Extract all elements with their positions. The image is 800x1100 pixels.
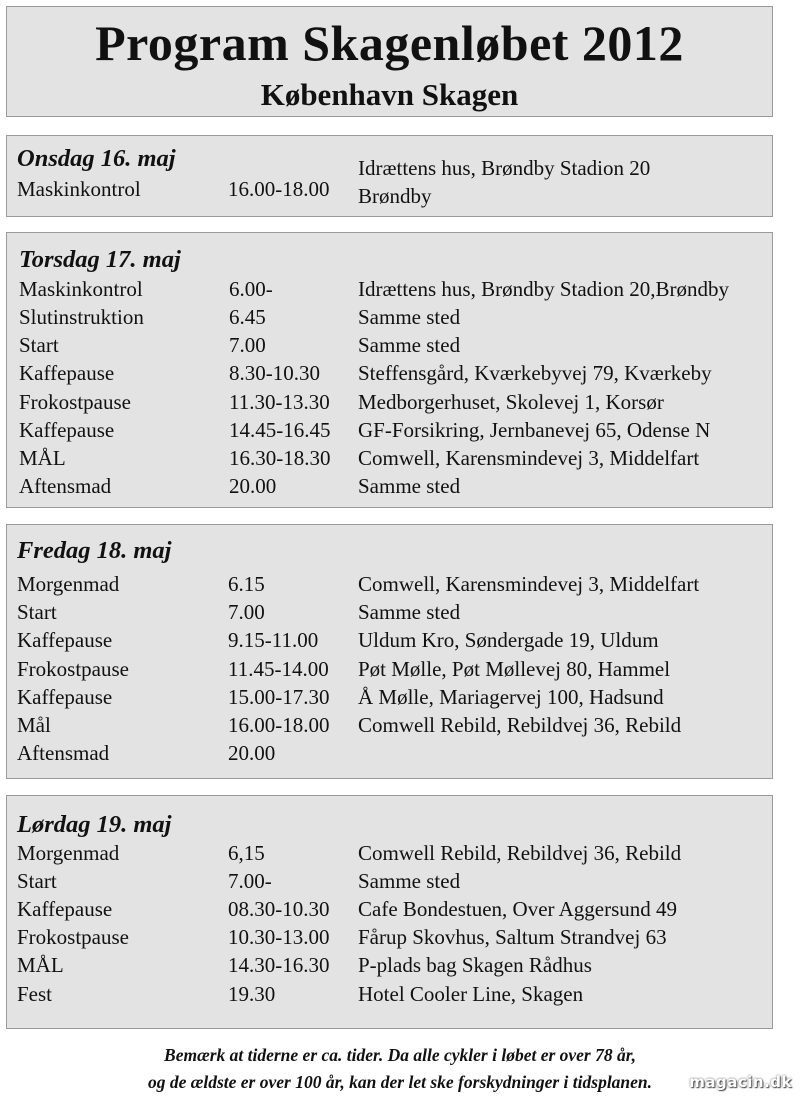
activity: Frokostpause bbox=[17, 657, 129, 681]
schedule-row bbox=[0, 570, 800, 598]
place: Pøt Mølle, Pøt Møllevej 80, Hammel bbox=[358, 657, 671, 681]
schedule-row bbox=[0, 472, 800, 500]
schedule-row bbox=[0, 711, 800, 739]
schedule-row bbox=[0, 683, 800, 711]
time: 7.00- bbox=[228, 869, 272, 893]
place-line bbox=[0, 182, 800, 210]
time: 10.30-13.00 bbox=[228, 925, 330, 949]
schedule-row bbox=[0, 331, 800, 359]
place: Idrættens hus, Brøndby Stadion 20,Brøndby bbox=[358, 277, 729, 301]
place: Fårup Skovhus, Saltum Strandvej 63 bbox=[358, 925, 667, 949]
place: Cafe Bondestuen, Over Aggersund 49 bbox=[358, 897, 678, 921]
activity: Frokostpause bbox=[17, 925, 129, 949]
time: 14.30-16.30 bbox=[228, 953, 330, 977]
schedule-row bbox=[0, 839, 800, 867]
time: 14.45-16.45 bbox=[229, 418, 331, 442]
time: 7.00 bbox=[228, 600, 265, 624]
place: Å Mølle, Mariagervej 100, Hadsund bbox=[358, 685, 664, 709]
place: Comwell, Karensmindevej 3, Middelfart bbox=[358, 572, 700, 596]
activity: Morgenmad bbox=[17, 572, 120, 596]
time: 11.30-13.30 bbox=[229, 390, 330, 414]
schedule-row bbox=[0, 626, 800, 654]
schedule-row bbox=[0, 444, 800, 472]
activity: Aftensmad bbox=[19, 474, 112, 498]
place: Comwell Rebild, Rebildvej 36, Rebild bbox=[358, 713, 682, 737]
schedule-row bbox=[0, 388, 800, 416]
time: 6.15 bbox=[228, 572, 265, 596]
activity: Kaffepause bbox=[17, 897, 113, 921]
activity: Maskinkontrol bbox=[17, 177, 141, 201]
activity: Start bbox=[17, 869, 57, 893]
place: Hotel Cooler Line, Skagen bbox=[358, 982, 584, 1006]
activity: Frokostpause bbox=[19, 390, 131, 414]
place: Samme sted bbox=[358, 333, 461, 357]
page-header bbox=[6, 6, 773, 117]
schedule-row bbox=[0, 923, 800, 951]
page-subtitle: København Skagen bbox=[260, 77, 519, 112]
day-title: Onsdag 16. maj bbox=[17, 145, 176, 172]
place: P-plads bag Skagen Rådhus bbox=[358, 953, 592, 977]
day-title: Fredag 18. maj bbox=[17, 537, 172, 564]
place: Brøndby bbox=[358, 184, 432, 208]
time: 16.30-18.30 bbox=[229, 446, 331, 470]
day-title: Lørdag 19. maj bbox=[17, 811, 172, 838]
schedule-row bbox=[0, 359, 800, 387]
note-line-1: Bemærk at tiderne er ca. tider. Da alle cykler i løbet er over 78 år, bbox=[164, 1045, 636, 1065]
activity: Kaffepause bbox=[17, 628, 113, 652]
schedule-row bbox=[0, 895, 800, 923]
place: Samme sted bbox=[358, 305, 461, 329]
activity: Maskinkontrol bbox=[19, 277, 143, 301]
place: Steffensgård, Kværkebyvej 79, Kværkeby bbox=[358, 361, 712, 385]
place: Samme sted bbox=[358, 600, 461, 624]
page-title: Program Skagenløbet 2012 bbox=[95, 15, 684, 71]
activity: Kaffepause bbox=[19, 361, 115, 385]
schedule-row bbox=[0, 303, 800, 331]
place: Comwell, Karensmindevej 3, Middelfart bbox=[358, 446, 700, 470]
schedule-row bbox=[0, 598, 800, 626]
time: 6.00- bbox=[229, 277, 273, 301]
schedule-row bbox=[0, 655, 800, 683]
day-title: Torsdag 17. maj bbox=[19, 246, 181, 273]
place: Idrættens hus, Brøndby Stadion 20 bbox=[358, 156, 651, 180]
activity: Aftensmad bbox=[17, 741, 110, 765]
time: 15.00-17.30 bbox=[228, 685, 330, 709]
activity: Start bbox=[17, 600, 57, 624]
time: 9.15-11.00 bbox=[228, 628, 319, 652]
schedule-row bbox=[0, 980, 800, 1008]
time: 16.00-18.00 bbox=[228, 177, 330, 201]
activity: Morgenmad bbox=[17, 841, 120, 865]
time: 8.30-10.30 bbox=[229, 361, 320, 385]
place: Comwell Rebild, Rebildvej 36, Rebild bbox=[358, 841, 682, 865]
schedule-row bbox=[0, 416, 800, 444]
schedule-row bbox=[0, 275, 800, 303]
activity: Kaffepause bbox=[19, 418, 115, 442]
activity: MÅL bbox=[19, 446, 66, 470]
place: Samme sted bbox=[358, 869, 461, 893]
time: 6.45 bbox=[229, 305, 266, 329]
time: 6,15 bbox=[228, 841, 265, 865]
schedule-row bbox=[0, 867, 800, 895]
time: 16.00-18.00 bbox=[228, 713, 330, 737]
place-line bbox=[0, 154, 800, 182]
activity: Kaffepause bbox=[17, 685, 113, 709]
time: 7.00 bbox=[229, 333, 266, 357]
note-line-2: og de ældste er over 100 år, kan der let ske forskydninger i tidsplanen. bbox=[147, 1072, 653, 1092]
time: 20.00 bbox=[229, 474, 277, 498]
schedule-row bbox=[0, 739, 800, 767]
place: GF-Forsikring, Jernbanevej 65, Odense N bbox=[358, 418, 711, 442]
place: Uldum Kro, Søndergade 19, Uldum bbox=[358, 628, 659, 652]
watermark: magacin.dk bbox=[689, 1073, 792, 1091]
activity: Mål bbox=[17, 713, 51, 737]
activity: Fest bbox=[17, 982, 53, 1006]
activity: Slutinstruktion bbox=[19, 305, 144, 329]
place: Samme sted bbox=[358, 474, 461, 498]
time: 20.00 bbox=[228, 741, 276, 765]
activity: MÅL bbox=[17, 953, 64, 977]
time: 11.45-14.00 bbox=[228, 657, 329, 681]
time: 19.30 bbox=[228, 982, 276, 1006]
place: Medborgerhuset, Skolevej 1, Korsør bbox=[358, 390, 664, 414]
activity: Start bbox=[19, 333, 59, 357]
time: 08.30-10.30 bbox=[228, 897, 330, 921]
schedule-row bbox=[0, 951, 800, 979]
